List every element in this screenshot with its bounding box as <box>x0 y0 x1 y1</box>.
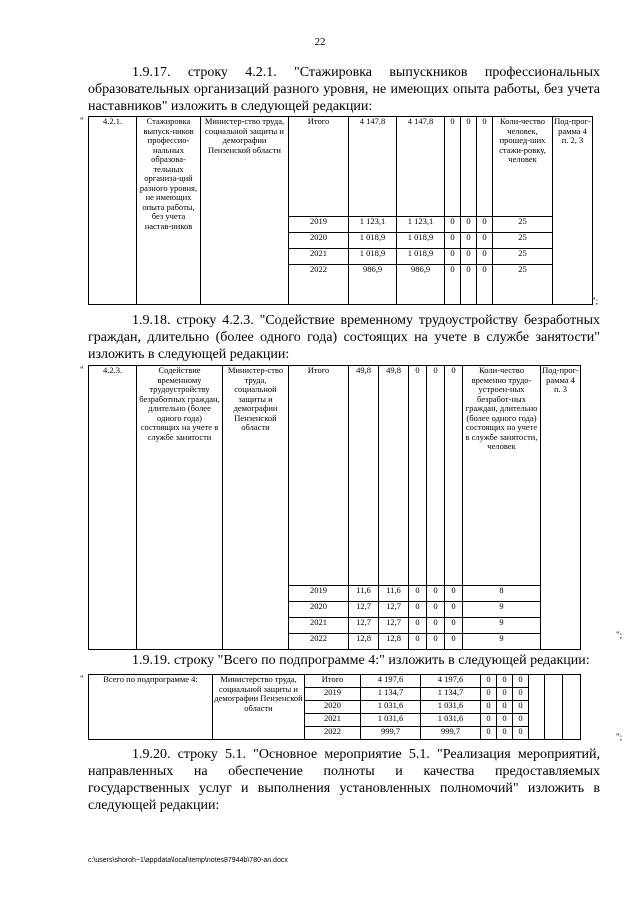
footer-file-path: c:\users\shoroh~1\appdata\local\temp\notes87944b\780-an.docx <box>88 857 288 864</box>
executor: Министерство труда, социальной защиты и демографии Пензенской области <box>213 675 305 740</box>
zero-cell: 0 <box>513 714 529 727</box>
zero-cell: 0 <box>445 634 463 650</box>
year-cell: 2021 <box>289 618 349 634</box>
zero-cell: 0 <box>461 233 477 249</box>
table-subprogram-4-total <box>88 674 581 740</box>
zero-cell: 0 <box>445 217 461 233</box>
table-4-2-1 <box>88 116 593 305</box>
paragraph-1-9-19: 1.9.19. строку "Всего по подпрограмме 4:" изложить в следующей редакции: <box>132 653 590 668</box>
indicator-value: 9 <box>463 634 541 650</box>
total-cell: 986,9 <box>349 265 397 305</box>
zero-cell: 0 <box>497 714 513 727</box>
zero-cell: 0 <box>427 366 445 586</box>
empty-cell <box>529 675 545 740</box>
indicator-name: Коли-чество временно трудо-устроен-ных безработ-ных граждан, длительно (более одного года) состоящих на учете в службе занятости, человек <box>463 366 541 586</box>
paragraph-1-9-18: 1.9.18. строку 4.2.3. "Содействие временному трудоустройству безработных граждан, длительно (более одного года) состоящих на учете в службе занятости" изложить в следующей редакции: <box>88 313 600 362</box>
year-cell: Итого <box>305 675 361 688</box>
indicator-value: 9 <box>463 602 541 618</box>
zero-cell: 0 <box>461 265 477 305</box>
indicator-value: 25 <box>493 265 553 305</box>
empty-cell <box>563 675 581 740</box>
total-cell: 1 018,9 <box>349 249 397 265</box>
paragraph-1-9-20: 1.9.20. строку 5.1. "Основное мероприятие 5.1. "Реализация мероприятий, направленных на обеспечение полноты и качества предоставляемых государственных услуг и выполнения установленных полномочий" изложить в следующей редакции: <box>88 747 600 813</box>
zero-cell: 0 <box>497 701 513 714</box>
budget-cell: 12,7 <box>379 602 409 618</box>
year-cell: 2019 <box>289 586 349 602</box>
zero-cell: 0 <box>477 233 493 249</box>
indicator-name: Коли-чество человек, прошед-ших стажи-ровку, человек <box>493 117 553 217</box>
quote-close-2: "; <box>616 630 623 640</box>
year-cell: 2019 <box>289 217 349 233</box>
subprogram-link: Под-прог-рамма 4 п. 3 <box>541 366 581 650</box>
year-cell: Итого <box>289 366 349 586</box>
total-cell: 49,8 <box>349 366 379 586</box>
total-cell: 1 123,1 <box>349 217 397 233</box>
zero-cell: 0 <box>445 265 461 305</box>
budget-cell: 1 018,9 <box>397 249 445 265</box>
year-cell: 2019 <box>305 688 361 701</box>
total-cell: 4 147,8 <box>349 117 397 217</box>
budget-cell: 4 197,6 <box>421 675 481 688</box>
budget-cell: 1 134,7 <box>421 688 481 701</box>
zero-cell: 0 <box>481 714 497 727</box>
zero-cell: 0 <box>497 688 513 701</box>
year-cell: 2021 <box>305 714 361 727</box>
quote-open-3: " <box>80 674 84 684</box>
zero-cell: 0 <box>445 233 461 249</box>
subprogram-link: Под-прог-рамма 4 п. 2, 3 <box>553 117 593 305</box>
zero-cell: 0 <box>481 727 497 740</box>
zero-cell: 0 <box>427 634 445 650</box>
total-cell: 12,7 <box>349 602 379 618</box>
zero-cell: 0 <box>481 701 497 714</box>
year-cell: 2021 <box>289 249 349 265</box>
quote-open-2: " <box>80 365 84 375</box>
budget-cell: 1 031,6 <box>421 701 481 714</box>
budget-cell: 12,7 <box>379 618 409 634</box>
budget-cell: 986,9 <box>397 265 445 305</box>
budget-cell: 1 123,1 <box>397 217 445 233</box>
year-cell: 2022 <box>289 265 349 305</box>
year-cell: Итого <box>289 117 349 217</box>
page-number: 22 <box>314 36 326 48</box>
empty-cell <box>545 675 563 740</box>
budget-cell: 4 147,8 <box>397 117 445 217</box>
zero-cell: 0 <box>445 586 463 602</box>
zero-cell: 0 <box>513 701 529 714</box>
zero-cell: 0 <box>481 688 497 701</box>
total-cell: 12,8 <box>349 634 379 650</box>
zero-cell: 0 <box>409 634 427 650</box>
zero-cell: 0 <box>445 117 461 217</box>
budget-cell: 1 018,9 <box>397 233 445 249</box>
indicator-value: 25 <box>493 217 553 233</box>
paragraph-1-9-17: 1.9.17. строку 4.2.1. "Стажировка выпускников профессиональных образовательных организаций разного уровня, не имеющих опыта работы, без учета наставников" изложить в следующей редакции: <box>88 65 600 114</box>
zero-cell: 0 <box>477 249 493 265</box>
zero-cell: 0 <box>445 602 463 618</box>
quote-close-1: "; <box>592 296 599 306</box>
zero-cell: 0 <box>477 117 493 217</box>
zero-cell: 0 <box>497 727 513 740</box>
zero-cell: 0 <box>409 586 427 602</box>
total-cell: 1 031,6 <box>361 714 421 727</box>
zero-cell: 0 <box>461 249 477 265</box>
total-label: Всего по подпрограмме 4: <box>89 675 213 740</box>
zero-cell: 0 <box>445 618 463 634</box>
zero-cell: 0 <box>461 217 477 233</box>
indicator-value: 8 <box>463 586 541 602</box>
zero-cell: 0 <box>497 675 513 688</box>
zero-cell: 0 <box>477 217 493 233</box>
executor: Министер-ство труда, социальной защиты и демографии Пензенской области <box>201 117 289 305</box>
total-cell: 11,6 <box>349 586 379 602</box>
zero-cell: 0 <box>445 366 463 586</box>
year-cell: 2020 <box>289 602 349 618</box>
indicator-value: 25 <box>493 233 553 249</box>
zero-cell: 0 <box>409 366 427 586</box>
table-4-2-3 <box>88 365 581 650</box>
event-name: Стажировка выпуск-ников профессио-нальных образова-тельных организа-ций разного уровня, не имеющих опыта работы, без учета настав-ников <box>137 117 201 305</box>
zero-cell: 0 <box>513 675 529 688</box>
budget-cell: 1 031,6 <box>421 714 481 727</box>
zero-cell: 0 <box>461 117 477 217</box>
zero-cell: 0 <box>409 602 427 618</box>
row-number: 4.2.3. <box>89 366 137 650</box>
event-name: Содействие временному трудоустройству безработных граждан, длительно (более одного года) состоящих на учете в службе занятости <box>137 366 223 650</box>
zero-cell: 0 <box>409 618 427 634</box>
budget-cell: 999,7 <box>421 727 481 740</box>
zero-cell: 0 <box>513 727 529 740</box>
year-cell: 2022 <box>289 634 349 650</box>
executor: Министер-ство труда, социальной защиты и демографии Пензенской области <box>223 366 289 650</box>
total-cell: 4 197,6 <box>361 675 421 688</box>
indicator-value: 9 <box>463 618 541 634</box>
zero-cell: 0 <box>513 688 529 701</box>
total-cell: 999,7 <box>361 727 421 740</box>
total-cell: 12,7 <box>349 618 379 634</box>
year-cell: 2020 <box>305 701 361 714</box>
zero-cell: 0 <box>427 618 445 634</box>
total-cell: 1 134,7 <box>361 688 421 701</box>
year-cell: 2020 <box>289 233 349 249</box>
quote-close-3: "; <box>616 732 623 742</box>
budget-cell: 49,8 <box>379 366 409 586</box>
zero-cell: 0 <box>427 602 445 618</box>
zero-cell: 0 <box>481 675 497 688</box>
quote-open-1: " <box>80 116 84 126</box>
indicator-value: 25 <box>493 249 553 265</box>
zero-cell: 0 <box>477 265 493 305</box>
total-cell: 1 031,6 <box>361 701 421 714</box>
budget-cell: 12,8 <box>379 634 409 650</box>
row-number: 4.2.1. <box>89 117 137 305</box>
zero-cell: 0 <box>427 586 445 602</box>
total-cell: 1 018,9 <box>349 233 397 249</box>
budget-cell: 11,6 <box>379 586 409 602</box>
zero-cell: 0 <box>445 249 461 265</box>
year-cell: 2022 <box>305 727 361 740</box>
